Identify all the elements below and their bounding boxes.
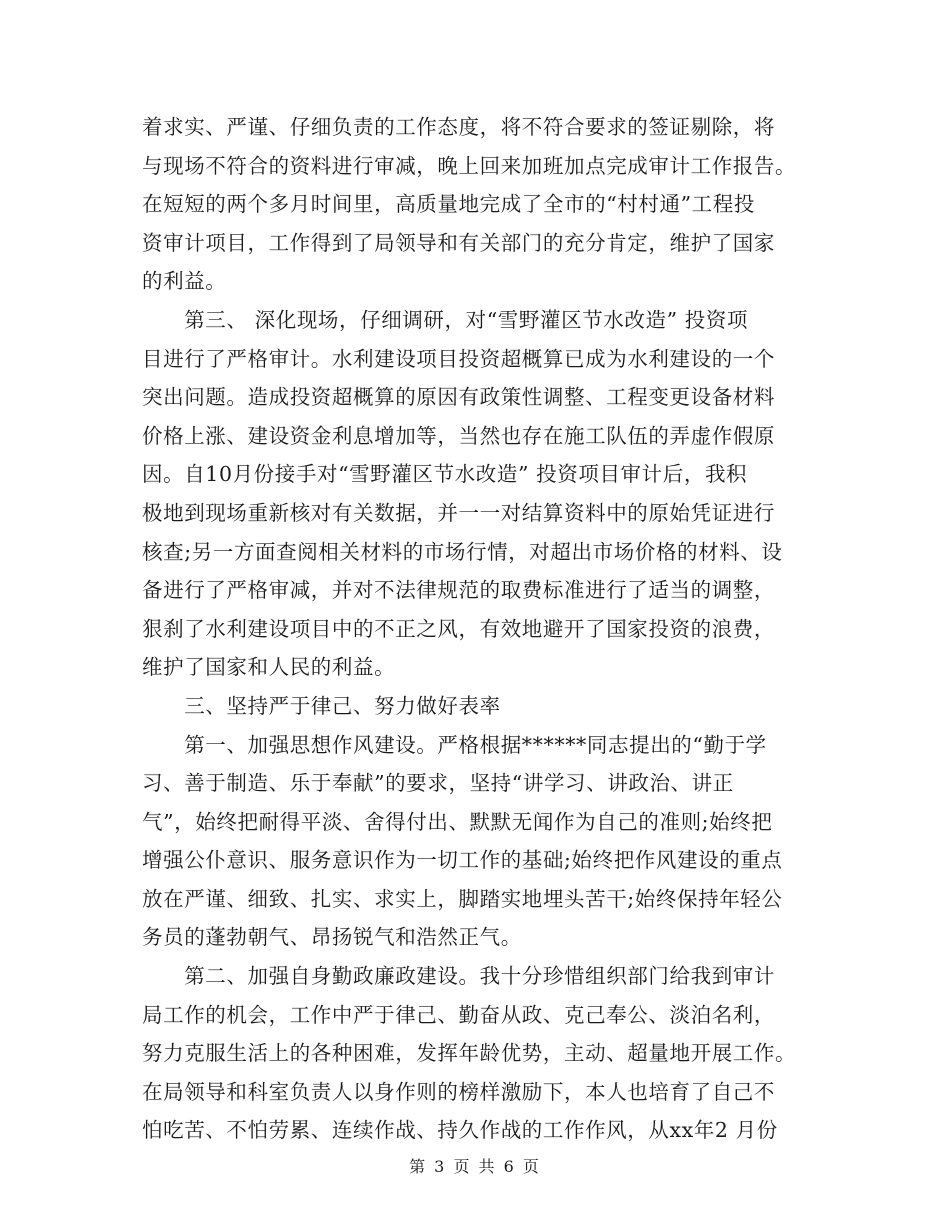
text-line: 的利益。 [142,269,227,294]
text-line: 在短短的两个多月时间里，高质量地完成了全市的“村村通”工程投 [142,192,755,217]
document-body [142,108,812,1150]
text-line: 第一、加强思想作风建设。严格根据******同志提出的“勤于学 [142,732,767,757]
text-line: 突出问题。造成投资超概算的原因有政策性调整、工程变更设备材料 [142,385,775,410]
text-line: 习、善于制造、乐于奉献”的要求，坚持“讲学习、讲政治、讲正 [142,771,734,796]
text-line: 目进行了严格审计。水利建设项目投资超概算已成为水利建设的一个 [142,346,775,371]
text-line: 放在严谨、细致、扎实、求实上，脚踏实地埋头苦干;始终保持年轻公 [142,886,783,911]
text-line: 在局领导和科室负责人以身作则的榜样激励下，本人也培育了自己不 [142,1079,775,1104]
section-heading: 三、坚持严于律己、努力做好表率 [142,693,501,718]
text-line: 局工作的机会，工作中严于律己、勤奋从政、克己奉公、淡泊名利， [142,1002,775,1027]
text-line: 维护了国家和人民的利益。 [142,655,396,680]
text-line: 着求实、严谨、仔细负责的工作态度，将不符合要求的签证剔除，将 [142,115,775,139]
text-line: 因。自10月份接手对“雪野灌区节水改造” 投资项目审计后，我积 [142,462,748,487]
text-line: 气”，始终把耐得平淡、舍得付出、默默无闻作为自己的准则;始终把 [142,809,773,834]
text-line: 价格上涨、建设资金利息增加等，当然也存在施工队伍的弄虚作假原 [142,423,775,448]
text-line: 怕吃苦、不怕劳累、连续作战、持久作战的工作作风，从xx年2 月份 [142,1118,778,1143]
text-line: 务员的蓬勃朝气、昂扬锐气和浩然正气。 [142,925,522,950]
page-number-footer: 第 3 页 共 6 页 [409,1157,541,1176]
text-line: 资审计项目，工作得到了局领导和有关部门的充分肯定，维护了国家 [142,230,775,255]
text-line: 核查;另一方面查阅相关材料的市场行情，对超出市场价格的材料、设 [142,539,783,564]
text-line: 狠刹了水利建设项目中的不正之风，有效地避开了国家投资的浪费， [142,616,775,641]
text-line: 努力克服生活上的各种困难，发挥年龄优势，主动、超量地开展工作。 [142,1041,797,1066]
text-line: 极地到现场重新核对有关数据，并一一对结算资料中的原始凭证进行 [142,500,775,525]
text-line: 与现场不符合的资料进行审减，晚上回来加班加点完成审计工作报告。 [142,153,797,178]
text-line: 第三、 深化现场，仔细调研，对“雪野灌区节水改造” 投资项 [142,307,749,332]
text-line: 增强公仆意识、服务意识作为一切工作的基础;始终把作风建设的重点 [142,848,783,873]
text-line: 备进行了严格审减，并对不法律规范的取费标准进行了适当的调整， [142,578,775,603]
text-line: 第二、加强自身勤政廉政建设。我十分珍惜组织部门给我到审计 [142,964,775,989]
